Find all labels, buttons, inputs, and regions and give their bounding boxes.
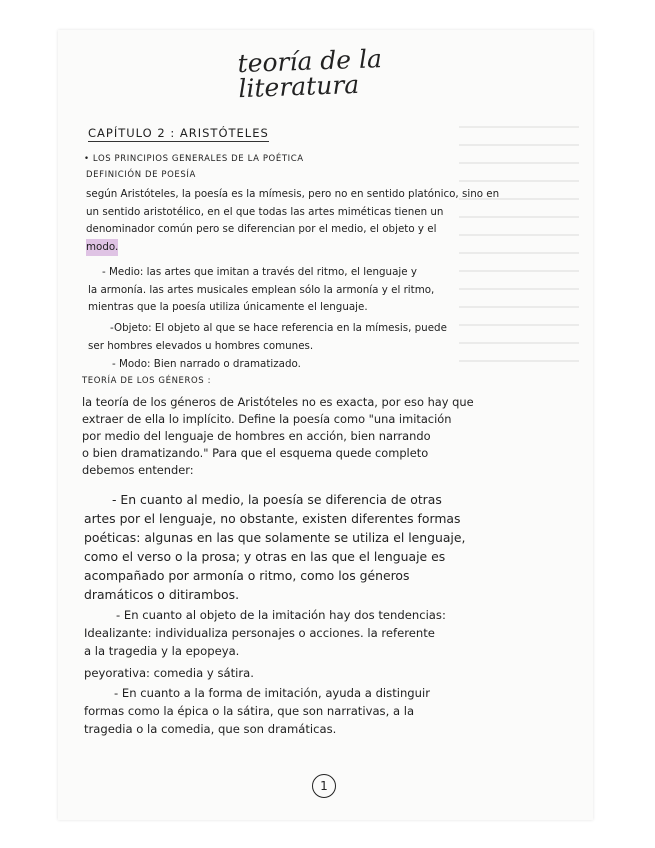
medio-detail-line: acompañado por armonía o ritmo, como los géneros [84, 568, 410, 583]
generos-line: por medio del lenguaje de hombres en acción, bien narrando [82, 429, 431, 443]
forma-line: tragedia o la comedia, que son dramáticas. [84, 722, 337, 736]
bleed-through-lines [459, 110, 579, 410]
page-number: 1 [312, 774, 336, 798]
generos-line: o bien dramatizando." Para que el esquema quede completo [82, 446, 429, 460]
medio-detail-paragraph [84, 490, 465, 604]
notebook-page [58, 30, 593, 820]
medio-line: mientras que la poesía utiliza únicamente el lenguaje. [88, 301, 368, 313]
title-line-1: teoría de la [237, 44, 383, 79]
forma-line: formas como la épica o la sátira, que son narrativas, a la [84, 704, 415, 718]
medio-line: - Medio: las artes que imitan a través del ritmo, el lenguaje y [102, 266, 417, 278]
objeto-detail-line: - En cuanto al objeto de la imitación hay dos tendencias: [116, 608, 446, 622]
definition-line: modo. [86, 239, 118, 257]
medio-detail-line: como el verso o la prosa; y otras en las que el lenguaje es [84, 549, 446, 564]
objeto-line: -Objeto: El objeto al que se hace referencia en la mímesis, puede [110, 322, 447, 334]
objeto-paragraph [88, 320, 447, 355]
medio-detail-line: - En cuanto al medio, la poesía se diferencia de otras [112, 492, 442, 507]
section-heading-principles: • LOS PRINCIPIOS GENERALES DE LA POÉTICA [84, 154, 304, 164]
peyorativa-line: peyorativa: comedia y sátira. [84, 666, 254, 680]
definition-heading: DEFINICIÓN DE POESÍA [86, 170, 196, 180]
generos-line: debemos entender: [82, 463, 194, 477]
objeto-detail-paragraph [84, 606, 446, 660]
title-line-2: literatura [237, 69, 360, 104]
definition-paragraph [86, 186, 499, 256]
definition-line: denominador común pero se diferencian por el medio, el objeto y el [86, 223, 437, 235]
objeto-line: ser hombres elevados u hombres comunes. [88, 339, 314, 352]
generos-paragraph [82, 394, 474, 479]
medio-detail-line: artes por el lenguaje, no obstante, existen diferentes formas [84, 511, 461, 526]
medio-detail-line: dramáticos o ditirambos. [84, 587, 240, 602]
modo-line: - Modo: Bien narrado o dramatizado. [112, 358, 301, 370]
objeto-detail-line: a la tragedia y la epopeya. [84, 644, 240, 658]
generos-heading: TEORÍA DE LOS GÉNEROS : [82, 376, 212, 386]
forma-paragraph [84, 684, 430, 738]
medio-detail-line: poéticas: algunas en las que solamente se utiliza el lenguaje, [84, 530, 466, 545]
forma-line: - En cuanto a la forma de imitación, ayuda a distinguir [114, 686, 431, 700]
medio-paragraph [88, 264, 434, 317]
objeto-detail-line: Idealizante: individualiza personajes o acciones. la referente [84, 626, 435, 640]
medio-line: la armonía. las artes musicales emplean sólo la armonía y el ritmo, [88, 283, 435, 296]
generos-line: extraer de ella lo implícito. Define la poesía como "una imitación [82, 412, 452, 426]
chapter-heading: CAPÍTULO 2 : ARISTÓTELES [88, 126, 269, 140]
definition-line: un sentido aristotélico, en el que todas las artes miméticas tienen un [86, 205, 444, 218]
page-title [237, 44, 419, 104]
generos-line: la teoría de los géneros de Aristóteles no es exacta, por eso hay que [82, 395, 474, 409]
definition-line: según Aristóteles, la poesía es la mímesis, pero no en sentido platónico, sino en [86, 188, 500, 200]
